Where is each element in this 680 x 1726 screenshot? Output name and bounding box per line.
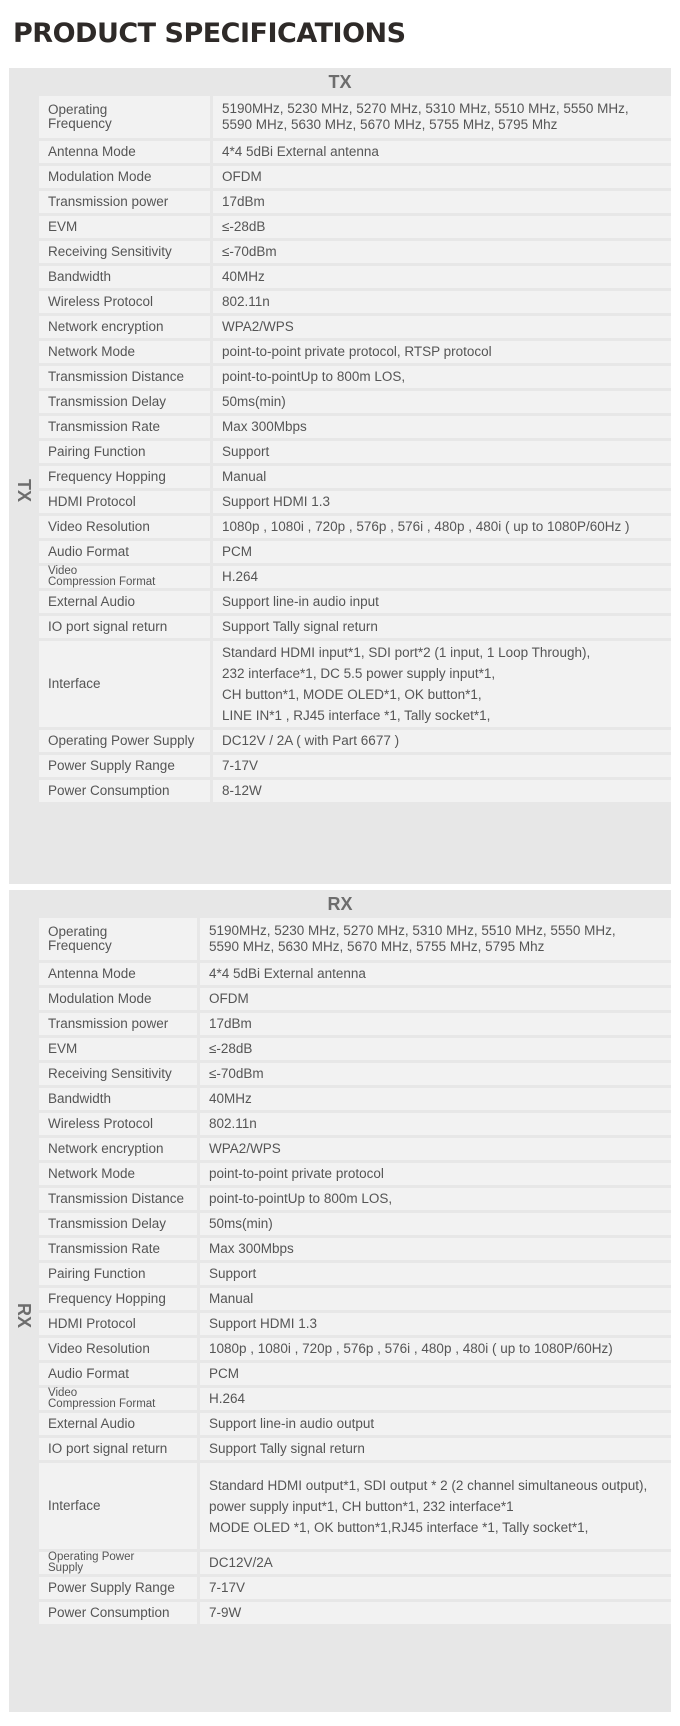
spec-value-line: WPA2/WPS xyxy=(209,1141,281,1156)
spec-row xyxy=(39,1188,671,1210)
spec-row xyxy=(39,1138,671,1160)
spec-value-line: DC12V / 2A ( with Part 6677 ) xyxy=(222,733,400,748)
spec-row xyxy=(39,1263,671,1285)
spec-value xyxy=(200,1088,671,1110)
spec-value-line: H.264 xyxy=(222,569,259,584)
spec-value-line: PCM xyxy=(209,1366,239,1381)
spec-value-line: DC12V/2A xyxy=(209,1555,273,1570)
spec-row xyxy=(39,566,671,588)
spec-label: Transmission power xyxy=(39,191,210,213)
spec-value-line: 17dBm xyxy=(222,194,265,209)
spec-row xyxy=(39,141,671,163)
spec-row xyxy=(39,241,671,263)
spec-value-line: OFDM xyxy=(222,169,262,184)
spec-label: HDMI Protocol xyxy=(39,1313,197,1335)
spec-label: Wireless Protocol xyxy=(39,1113,197,1135)
spec-value xyxy=(200,963,671,985)
spec-label: External Audio xyxy=(39,1413,197,1435)
tx-spec-table xyxy=(9,68,671,884)
spec-value-line: Max 300Mbps xyxy=(209,1241,294,1256)
spec-label: Operating Frequency xyxy=(39,918,197,960)
spec-value xyxy=(213,316,671,338)
spec-value xyxy=(213,616,671,638)
spec-value xyxy=(200,1113,671,1135)
spec-label: EVM xyxy=(39,1038,197,1060)
spec-value-line: Support xyxy=(222,444,270,459)
spec-value xyxy=(213,166,671,188)
spec-row xyxy=(39,391,671,413)
spec-value-line: Support HDMI 1.3 xyxy=(209,1316,318,1331)
spec-value xyxy=(213,441,671,463)
spec-row xyxy=(39,441,671,463)
spec-row xyxy=(39,366,671,388)
spec-row xyxy=(39,341,671,363)
spec-value xyxy=(213,641,671,727)
spec-label: Network Mode xyxy=(39,341,210,363)
spec-row xyxy=(39,1063,671,1085)
tx-rows xyxy=(39,96,671,802)
spec-value-line: Support HDMI 1.3 xyxy=(222,494,331,509)
spec-value xyxy=(200,1163,671,1185)
spec-row xyxy=(39,1213,671,1235)
spec-value-line: Support Tally signal return xyxy=(222,619,378,634)
spec-value xyxy=(200,1552,671,1574)
spec-label: Audio Format xyxy=(39,541,210,563)
spec-label: Transmission Rate xyxy=(39,1238,197,1260)
spec-value xyxy=(200,1213,671,1235)
spec-value xyxy=(200,1138,671,1160)
spec-value-line: power supply input*1, CH button*1, 232 interface*1 xyxy=(209,1498,514,1514)
spec-value-line: Standard HDMI input*1, SDI port*2 (1 input, 1 Loop Through), xyxy=(222,645,591,660)
spec-value xyxy=(213,241,671,263)
spec-value-line: 4*4 5dBi External antenna xyxy=(209,966,366,981)
spec-value xyxy=(200,1063,671,1085)
spec-value xyxy=(213,141,671,163)
spec-value xyxy=(200,1602,671,1624)
spec-label: Antenna Mode xyxy=(39,963,197,985)
spec-value-line: WPA2/WPS xyxy=(222,319,294,334)
spec-row xyxy=(39,516,671,538)
spec-row xyxy=(39,1577,671,1599)
spec-value xyxy=(213,755,671,777)
spec-value-line: H.264 xyxy=(209,1391,246,1406)
spec-label: Transmission power xyxy=(39,1013,197,1035)
spec-value xyxy=(200,1338,671,1360)
spec-label: Video Compression Format xyxy=(39,566,210,588)
spec-row xyxy=(39,1038,671,1060)
spec-row xyxy=(39,266,671,288)
spec-value-line: 5190MHz, 5230 MHz, 5270 MHz, 5310 MHz, 5510 MHz, 5550 MHz, xyxy=(209,923,616,938)
spec-value-line: LINE IN*1 , RJ45 interface *1, Tally socket*1, xyxy=(222,708,491,723)
spec-row xyxy=(39,166,671,188)
spec-value xyxy=(213,341,671,363)
spec-value xyxy=(200,1288,671,1310)
spec-value xyxy=(200,1038,671,1060)
spec-value-line: 50ms(min) xyxy=(222,394,286,409)
spec-value-line: OFDM xyxy=(209,991,249,1006)
spec-value-line: Manual xyxy=(222,469,267,484)
spec-row xyxy=(39,591,671,613)
spec-value xyxy=(200,1263,671,1285)
spec-row xyxy=(39,755,671,777)
spec-value xyxy=(200,988,671,1010)
spec-value xyxy=(200,1438,671,1460)
spec-value-line: 40MHz xyxy=(222,269,265,284)
spec-value-line: 5190MHz, 5230 MHz, 5270 MHz, 5310 MHz, 5510 MHz, 5550 MHz, xyxy=(222,101,629,116)
spec-value xyxy=(200,1363,671,1385)
spec-value-line: 7-9W xyxy=(209,1605,242,1620)
spec-row xyxy=(39,963,671,985)
spec-row xyxy=(39,466,671,488)
spec-label: Transmission Rate xyxy=(39,416,210,438)
spec-value-line: 50ms(min) xyxy=(209,1216,273,1231)
spec-row xyxy=(39,541,671,563)
spec-label: Bandwidth xyxy=(39,1088,197,1110)
spec-label: Operating Power Supply xyxy=(39,730,210,752)
spec-row xyxy=(39,1338,671,1360)
spec-value xyxy=(213,391,671,413)
spec-row xyxy=(39,780,671,802)
rx-side-label xyxy=(9,918,39,1712)
spec-row xyxy=(39,616,671,638)
spec-row xyxy=(39,1438,671,1460)
spec-label: Antenna Mode xyxy=(39,141,210,163)
spec-value-line: Support line-in audio input xyxy=(222,594,379,609)
spec-label: IO port signal return xyxy=(39,1438,197,1460)
spec-row xyxy=(39,1013,671,1035)
spec-row xyxy=(39,491,671,513)
spec-label: Video Compression Format xyxy=(39,1388,197,1410)
spec-row xyxy=(39,96,671,138)
spec-value-line: 7-17V xyxy=(222,758,259,773)
spec-label: Video Resolution xyxy=(39,516,210,538)
spec-value xyxy=(213,416,671,438)
spec-label: Network Mode xyxy=(39,1163,197,1185)
spec-label: Wireless Protocol xyxy=(39,291,210,313)
spec-label: Frequency Hopping xyxy=(39,1288,197,1310)
spec-value xyxy=(213,266,671,288)
spec-label: Receiving Sensitivity xyxy=(39,1063,197,1085)
spec-value-line: ≤-70dBm xyxy=(209,1066,264,1081)
spec-label: Interface xyxy=(39,1463,197,1549)
spec-label: Power Supply Range xyxy=(39,755,210,777)
spec-row xyxy=(39,1288,671,1310)
spec-value-line: 1080p , 1080i , 720p , 576p , 576i , 480p , 480i ( up to 1080P/60Hz) xyxy=(209,1341,613,1356)
spec-row xyxy=(39,191,671,213)
spec-value xyxy=(213,780,671,802)
spec-value-line: ≤-28dB xyxy=(209,1041,253,1056)
spec-row xyxy=(39,1413,671,1435)
spec-value-line: 4*4 5dBi External antenna xyxy=(222,144,379,159)
tx-section-header: TX xyxy=(328,72,352,92)
spec-value xyxy=(200,1577,671,1599)
spec-value-line: point-to-pointUp to 800m LOS, xyxy=(209,1191,393,1206)
spec-value-line: ≤-70dBm xyxy=(222,244,277,259)
spec-value-line: ≤-28dB xyxy=(222,219,266,234)
spec-value xyxy=(213,516,671,538)
spec-label: Video Resolution xyxy=(39,1338,197,1360)
spec-value-line: point-to-point private protocol, RTSP protocol xyxy=(222,344,492,359)
spec-label: Audio Format xyxy=(39,1363,197,1385)
spec-row xyxy=(39,918,671,960)
spec-label: Modulation Mode xyxy=(39,166,210,188)
spec-label: Power Supply Range xyxy=(39,1577,197,1599)
spec-value-line: 7-17V xyxy=(209,1580,246,1595)
spec-value-line: MODE OLED *1, OK button*1,RJ45 interface *1, Tally socket*1, xyxy=(209,1519,589,1535)
page-title: PRODUCT SPECIFICATIONS xyxy=(13,18,406,49)
spec-label: Operating Power Supply xyxy=(39,1552,197,1574)
spec-value xyxy=(213,730,671,752)
spec-label: Receiving Sensitivity xyxy=(39,241,210,263)
spec-label: Transmission Delay xyxy=(39,391,210,413)
spec-value-line: 802.11n xyxy=(209,1116,257,1131)
spec-value-line: point-to-pointUp to 800m LOS, xyxy=(222,369,406,384)
spec-value xyxy=(213,216,671,238)
spec-row xyxy=(39,291,671,313)
spec-value-line: Manual xyxy=(209,1291,254,1306)
spec-row xyxy=(39,730,671,752)
spec-value xyxy=(200,1313,671,1335)
spec-value xyxy=(213,191,671,213)
spec-label: Bandwidth xyxy=(39,266,210,288)
spec-row xyxy=(39,1388,671,1410)
spec-value-line: 1080p , 1080i , 720p , 576p , 576i , 480p , 480i ( up to 1080P/60Hz ) xyxy=(222,519,630,534)
spec-value xyxy=(200,1238,671,1260)
spec-label: Pairing Function xyxy=(39,441,210,463)
spec-label: EVM xyxy=(39,216,210,238)
spec-value-line: Support Tally signal return xyxy=(209,1441,365,1456)
spec-value xyxy=(200,1463,671,1549)
spec-row xyxy=(39,641,671,727)
spec-row xyxy=(39,1552,671,1574)
spec-row xyxy=(39,216,671,238)
spec-value-line: 40MHz xyxy=(209,1091,252,1106)
tx-side-label-text: TX xyxy=(14,478,35,502)
spec-row xyxy=(39,1313,671,1335)
spec-value xyxy=(200,1013,671,1035)
rx-side-label-text: RX xyxy=(14,1302,35,1328)
spec-label: Transmission Delay xyxy=(39,1213,197,1235)
spec-value-line: Support xyxy=(209,1266,257,1281)
spec-value xyxy=(213,96,671,138)
spec-row xyxy=(39,988,671,1010)
rx-section-header: RX xyxy=(327,894,353,914)
spec-row xyxy=(39,1238,671,1260)
spec-label: HDMI Protocol xyxy=(39,491,210,513)
spec-value-line: Support line-in audio output xyxy=(209,1416,375,1431)
spec-label: Network encryption xyxy=(39,316,210,338)
spec-value xyxy=(213,541,671,563)
spec-value xyxy=(200,1413,671,1435)
spec-label: Transmission Distance xyxy=(39,1188,197,1210)
spec-label: Interface xyxy=(39,641,210,727)
spec-label: Frequency Hopping xyxy=(39,466,210,488)
spec-value xyxy=(213,566,671,588)
spec-row xyxy=(39,1463,671,1549)
spec-value xyxy=(200,1388,671,1410)
spec-value xyxy=(200,1188,671,1210)
spec-value-line: PCM xyxy=(222,544,252,559)
spec-row xyxy=(39,416,671,438)
spec-row xyxy=(39,1163,671,1185)
spec-value-line: Standard HDMI output*1, SDI output * 2 (2 channel simultaneous output), xyxy=(209,1477,648,1493)
spec-label: Network encryption xyxy=(39,1138,197,1160)
spec-value xyxy=(213,491,671,513)
spec-label: IO port signal return xyxy=(39,616,210,638)
spec-value xyxy=(213,291,671,313)
spec-row xyxy=(39,1113,671,1135)
spec-value-line: 8-12W xyxy=(222,783,262,798)
spec-label: Pairing Function xyxy=(39,1263,197,1285)
spec-value-line: 232 interface*1, DC 5.5 power supply input*1, xyxy=(222,666,496,681)
spec-label: Modulation Mode xyxy=(39,988,197,1010)
tx-side-label xyxy=(9,96,39,884)
spec-value xyxy=(213,366,671,388)
spec-value-line: 802.11n xyxy=(222,294,270,309)
spec-value-line: CH button*1, MODE OLED*1, OK button*1, xyxy=(222,687,482,702)
spec-row xyxy=(39,1363,671,1385)
spec-row xyxy=(39,1088,671,1110)
spec-row xyxy=(39,1602,671,1624)
spec-value xyxy=(213,466,671,488)
spec-value-line: point-to-point private protocol xyxy=(209,1166,384,1181)
spec-label: Power Consumption xyxy=(39,1602,197,1624)
spec-value-line: Max 300Mbps xyxy=(222,419,307,434)
spec-value-line: 5590 MHz, 5630 MHz, 5670 MHz, 5755 MHz, 5795 Mhz xyxy=(209,939,545,954)
rx-rows xyxy=(39,918,671,1624)
spec-label: Transmission Distance xyxy=(39,366,210,388)
spec-row xyxy=(39,316,671,338)
rx-spec-table xyxy=(9,890,671,1712)
spec-value-line: 5590 MHz, 5630 MHz, 5670 MHz, 5755 MHz, 5795 Mhz xyxy=(222,117,558,132)
spec-value xyxy=(213,591,671,613)
spec-label: External Audio xyxy=(39,591,210,613)
spec-value xyxy=(200,918,671,960)
spec-label: Operating Frequency xyxy=(39,96,210,138)
spec-value-line: 17dBm xyxy=(209,1016,252,1031)
spec-label: Power Consumption xyxy=(39,780,210,802)
